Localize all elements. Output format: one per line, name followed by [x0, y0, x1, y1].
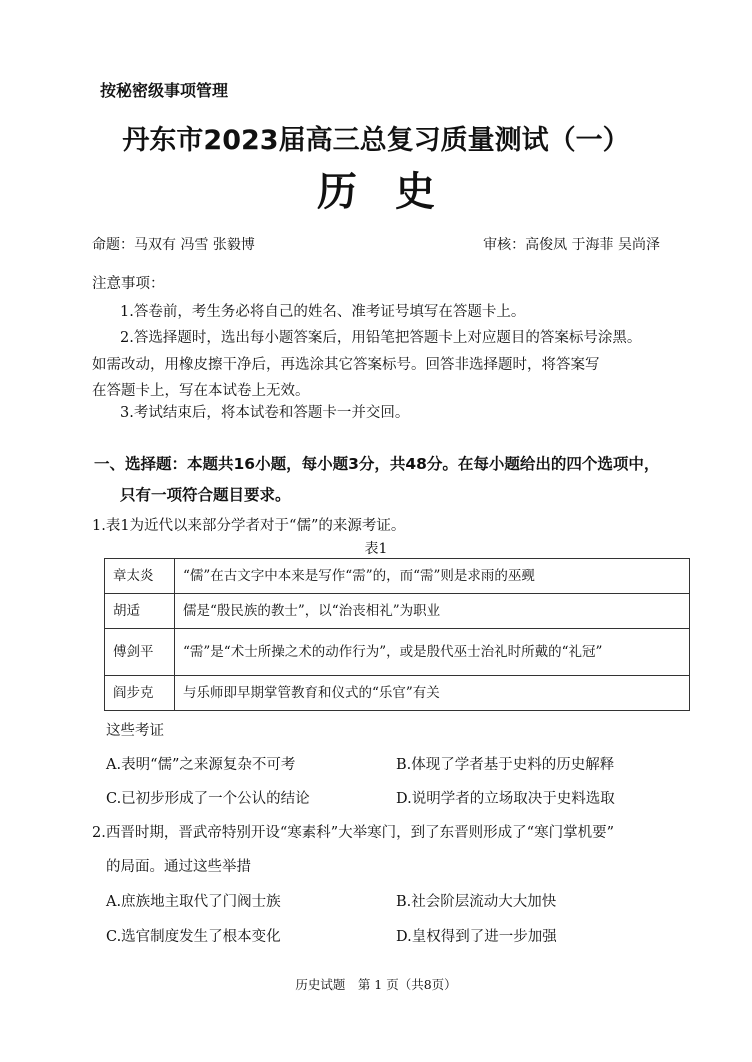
scholar-view: 儒是“殷民族的教士”，以“治丧相礼”为职业 [175, 594, 690, 629]
question-1-stem: 1.表1为近代以来部分学者对于“儒”的来源考证。 [92, 518, 406, 534]
option-c[interactable]: C.选官制度发生了根本变化 [106, 929, 281, 945]
note-item: 1.答卷前，考生务必将自己的姓名、准考证号填写在答题卡上。 [120, 304, 526, 320]
table-row [105, 594, 690, 629]
page-footer: 历史试题 第 1 页（共8页） [295, 977, 457, 992]
source-table [104, 558, 690, 711]
table-row [105, 629, 690, 676]
subject-title: 历史 [317, 168, 473, 215]
confidential-label: 按秘密级事项管理 [100, 81, 229, 100]
option-d[interactable]: D.皇权得到了进一步加强 [396, 929, 557, 945]
option-a[interactable]: A.庶族地主取代了门阀士族 [106, 894, 281, 910]
authors-line: 命题：马双有 冯雪 张毅博 [92, 237, 255, 253]
question-2-stem-cont: 的局面。通过这些举措 [106, 859, 251, 875]
notes-heading: 注意事项： [92, 276, 165, 292]
scholar-name: 章太炎 [105, 559, 175, 594]
scholar-view: “需”是“术士所操之术的动作行为”，或是殷代巫士治礼时所戴的“礼冠” [175, 629, 690, 676]
section-heading: 一、选择题：本题共16小题，每小题3分，共48分。在每小题给出的四个选项中， [94, 455, 660, 473]
question-2-stem: 2.西晋时期，晋武帝特别开设“寒素科”大举寒门，到了东晋则形成了“寒门掌机要” [92, 825, 614, 841]
note-item: 如需改动，用橡皮擦干净后，再选涂其它答案标号。回答非选择题时，将答案写 [92, 357, 600, 373]
note-item: 在答题卡上，写在本试卷上无效。 [92, 383, 310, 399]
note-item: 2.答选择题时，选出每小题答案后，用铅笔把答题卡上对应题目的答案标号涂黑。 [120, 330, 642, 346]
scholar-view: 与乐师即早期掌管教育和仪式的“乐官”有关 [175, 676, 690, 711]
note-item: 3.考试结束后，将本试卷和答题卡一并交回。 [120, 405, 410, 421]
option-b[interactable]: B.社会阶层流动大大加快 [396, 894, 557, 910]
table-row [105, 676, 690, 711]
scholar-name: 阎步克 [105, 676, 175, 711]
option-b[interactable]: B.体现了学者基于史料的历史解释 [396, 757, 615, 773]
scholar-name: 傅剑平 [105, 629, 175, 676]
table-row [105, 559, 690, 594]
section-heading-cont: 只有一项符合题目要求。 [120, 486, 291, 504]
table-caption: 表1 [364, 541, 388, 557]
scholar-name: 胡适 [105, 594, 175, 629]
option-d[interactable]: D.说明学者的立场取决于史料选取 [396, 791, 615, 807]
question-1-lead: 这些考证 [106, 723, 164, 739]
option-a[interactable]: A.表明“儒”之来源复杂不可考 [106, 757, 296, 773]
option-c[interactable]: C.已初步形成了一个公认的结论 [106, 791, 310, 807]
scholar-view: “儒”在古文字中本来是写作“需”的，而“需”则是求雨的巫觋 [175, 559, 690, 594]
exam-title: 丹东市2023届高三总复习质量测试（一） [122, 125, 630, 156]
reviewers-line: 审核：高俊凤 于海菲 吴尚泽 [483, 237, 660, 253]
